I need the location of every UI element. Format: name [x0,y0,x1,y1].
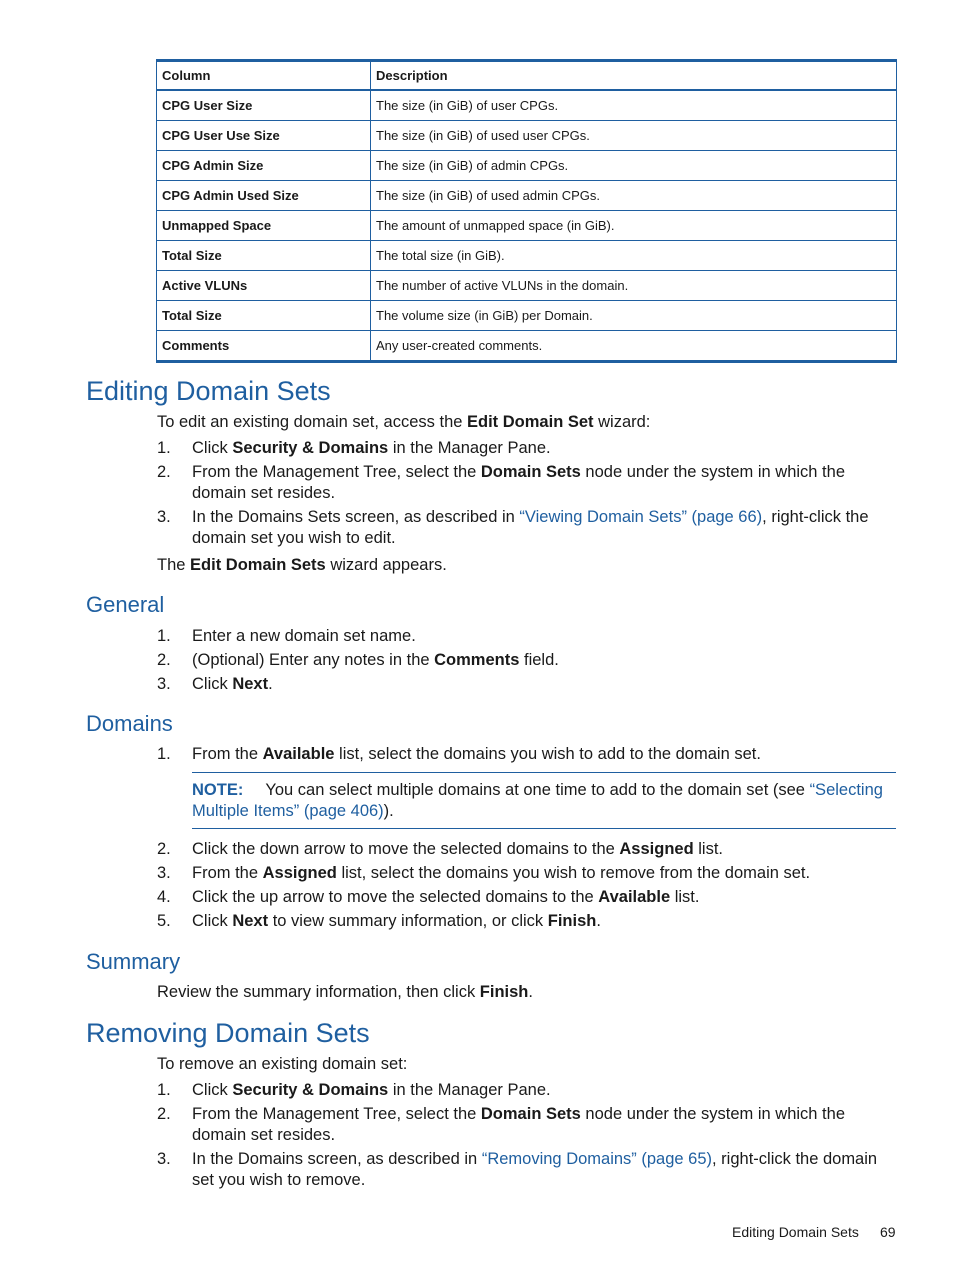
step-text: Click Next to view summary information, or click Finish. [192,912,601,930]
step-number: 3. [157,508,171,526]
table-cell-description: The size (in GiB) of used user CPGs. [371,121,897,151]
edit-domain-set-wizard-label: Edit Domain Set [467,413,594,431]
removing-intro: To remove an existing domain set: [157,1055,408,1073]
table-row [157,241,897,271]
editing-outro: The Edit Domain Sets wizard appears. [157,556,447,574]
step-number: 3. [157,675,171,693]
step-text: From the Assigned list, select the domains you wish to remove from the domain set. [192,864,811,882]
editing-domain-sets-heading: Editing Domain Sets [86,376,331,406]
step-text: From the Management Tree, select the Domain Sets node under the system in which the domain set resides. [192,1105,845,1144]
step-number: 1. [157,745,171,763]
table-cell-column: Total Size [157,301,371,331]
removing-domain-sets-heading: Removing Domain Sets [86,1018,370,1048]
editing-intro [157,412,897,433]
table-row [157,211,897,241]
table-header-row [157,61,897,91]
table-cell-description: The amount of unmapped space (in GiB). [371,211,897,241]
table-cell-description: The size (in GiB) of admin CPGs. [371,151,897,181]
table-row [157,151,897,181]
step-text: (Optional) Enter any notes in the Comments field. [192,651,559,669]
selecting-multiple-items-link[interactable]: “Selecting Multiple Items” (page 406) [192,781,883,820]
step-number: 2. [157,463,171,481]
step-number: 3. [157,1150,171,1168]
table-row [157,301,897,331]
table-row [157,90,897,121]
step-text: Click Security & Domains in the Manager Pane. [192,1081,551,1099]
step-text: Click the up arrow to move the selected domains to the Available list. [192,888,700,906]
intro-text: To edit an existing domain set, access the [157,413,468,431]
page-number: 69 [880,1224,896,1240]
note-text: You can select multiple domains at one time to add to the domain set (see [265,781,810,799]
table-cell-column: CPG User Size [157,90,371,121]
intro-text-end: wizard: [593,413,651,431]
step-text: Click the down arrow to move the selected domains to the Assigned list. [192,840,724,858]
table-header-description: Description [371,61,897,91]
table-cell-column: Total Size [157,241,371,271]
table-cell-description: The number of active VLUNs in the domain. [371,271,897,301]
step-number: 5. [157,912,171,930]
table-header-column: Column [157,61,371,91]
removing-domains-link[interactable]: “Removing Domains” (page 65) [481,1150,713,1168]
step-number: 2. [157,840,171,858]
table-cell-description: The total size (in GiB). [371,241,897,271]
summary-heading: Summary [86,949,181,974]
table-cell-description: The size (in GiB) of user CPGs. [371,90,897,121]
step-number: 2. [157,651,171,669]
step-number: 2. [157,1105,171,1123]
step-text: In the Domains screen, as described in “Removing Domains” (page 65), right-click the domain set you wish to remove. [192,1150,878,1189]
table-cell-column: Unmapped Space [157,211,371,241]
footer-section-title: Editing Domain Sets [732,1224,859,1240]
step-text: From the Available list, select the domains you wish to add to the domain set. [192,745,761,763]
column-description-table [156,59,897,363]
table-cell-column: Comments [157,331,371,362]
general-heading: General [86,592,165,617]
step-number: 3. [157,864,171,882]
table-row [157,181,897,211]
table-row [157,121,897,151]
table-cell-description: The volume size (in GiB) per Domain. [371,301,897,331]
table-cell-description: Any user-created comments. [371,331,897,362]
step-text: Click Next. [192,675,273,693]
note-box [192,772,896,829]
step-number: 1. [157,627,171,645]
table-cell-description: The size (in GiB) of used admin CPGs. [371,181,897,211]
table-row [157,271,897,301]
note-label: NOTE: [192,781,244,799]
step-number: 1. [157,1081,171,1099]
step-number: 4. [157,888,171,906]
step-text: Click Security & Domains in the Manager Pane. [192,439,551,457]
table-cell-column: Active VLUNs [157,271,371,301]
step-number: 1. [157,439,171,457]
table-cell-column: CPG Admin Used Size [157,181,371,211]
step-text: In the Domains Sets screen, as described in “Viewing Domain Sets” (page 66), right-click the domain set you wish to edit. [192,508,869,547]
domains-heading: Domains [86,711,173,736]
table-cell-column: CPG User Use Size [157,121,371,151]
step-text: From the Management Tree, select the Domain Sets node under the system in which the domain set resides. [192,463,845,502]
note-text-end: ). [383,802,394,820]
table-row [157,331,897,362]
summary-text: Review the summary information, then click Finish. [157,983,533,1001]
viewing-domain-sets-link[interactable]: “Viewing Domain Sets” (page 66) [519,508,763,526]
table-cell-column: CPG Admin Size [157,151,371,181]
step-text: Enter a new domain set name. [192,627,416,645]
